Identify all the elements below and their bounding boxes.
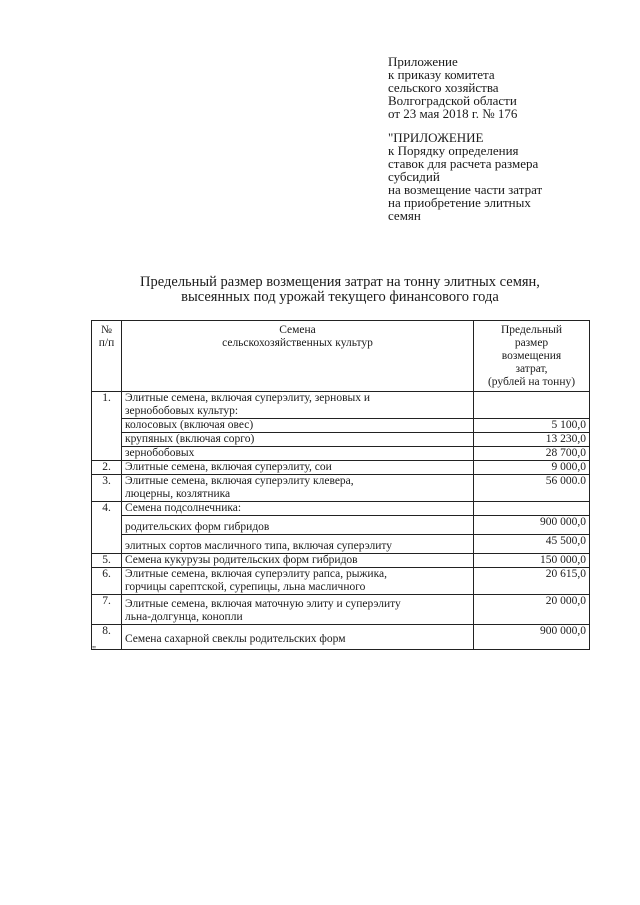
crop-line: горчицы сарептской, сурепицы, льна масличного [125, 581, 366, 593]
crop-line: зернобобовых культур: [125, 405, 239, 417]
row-num: 2. [92, 461, 122, 475]
row-num: 3. [92, 475, 122, 502]
row-crop: Семена подсолнечника: [122, 502, 474, 516]
row-crop: крупяных (включая сорго) [122, 433, 474, 447]
table-row [92, 433, 590, 447]
row-rate: 5 100,0 [474, 419, 590, 433]
row-num: 7. [92, 595, 122, 625]
table-row [92, 516, 590, 535]
row-rate: 9 000,0 [474, 461, 590, 475]
crop-line: люцерны, козлятника [125, 488, 231, 500]
row-num: 4. [92, 502, 122, 516]
row-rate: 20 000,0 [474, 595, 590, 625]
row-rate [474, 502, 590, 516]
appendix-header [388, 55, 517, 120]
row-rate: 900 000,0 [474, 625, 590, 650]
header-num-line: № [101, 324, 112, 336]
row-num [92, 419, 122, 433]
procedure-line: субсидий [388, 169, 440, 184]
table-row [92, 447, 590, 461]
table-row [92, 595, 590, 625]
header-rate-line: размер [514, 337, 549, 349]
procedure-line: ставок для расчета размера [388, 156, 539, 171]
row-num [92, 447, 122, 461]
row-num [92, 433, 122, 447]
table-row [92, 392, 590, 419]
header-rate-line: возмещения [501, 350, 562, 362]
appendix-line: от 23 мая 2018 г. № 176 [388, 106, 518, 121]
table-row [92, 554, 590, 568]
procedure-line: на приобретение элитных [388, 195, 531, 210]
table-header-row [92, 321, 590, 392]
table-row [92, 461, 590, 475]
row-num [92, 516, 122, 535]
row-crop [122, 595, 474, 625]
table-row [92, 419, 590, 433]
crop-line: Элитные семена, включая суперэлиту клевера, [125, 475, 354, 487]
header-num-line: п/п [98, 337, 115, 349]
header-crop-line: сельскохозяйственных культур [222, 337, 373, 349]
row-crop: родительских форм гибридов [122, 516, 474, 535]
header-rate-line: (рублей на тонну) [487, 376, 576, 388]
procedure-line: "ПРИЛОЖЕНИЕ [388, 130, 484, 145]
crop-line: Элитные семена, включая маточную элиту и суперэлиту [125, 598, 401, 610]
table-row [92, 568, 590, 595]
crop-line: льна-долгунца, конопли [125, 611, 243, 623]
row-num: 6. [92, 568, 122, 595]
header-rate [474, 321, 590, 392]
appendix-line: Приложение [388, 54, 458, 69]
table-row [92, 502, 590, 516]
crop-line: Элитные семена, включая суперэлиту рапса, рыжика, [125, 568, 387, 580]
row-crop: зернобобовых [122, 447, 474, 461]
appendix-line: Волгоградской области [388, 93, 517, 108]
row-crop: Семена сахарной свеклы родительских форм [122, 625, 474, 650]
crop-line: Элитные семена, включая суперэлиту, зерновых и [125, 392, 370, 404]
row-crop [122, 475, 474, 502]
procedure-line: к Порядку определения [388, 143, 519, 158]
row-rate: 28 700,0 [474, 447, 590, 461]
row-rate: 45 500,0 [474, 535, 590, 554]
row-rate: 13 230,0 [474, 433, 590, 447]
title-line: высеянных под урожай текущего финансового года [181, 289, 499, 305]
rates-table [91, 320, 590, 650]
table-row [92, 475, 590, 502]
row-crop: элитных сортов масличного типа, включая суперэлиту [122, 535, 474, 554]
procedure-line: на возмещение части затрат [388, 182, 543, 197]
table-row [92, 535, 590, 554]
row-rate: 20 615,0 [474, 568, 590, 595]
row-crop [122, 568, 474, 595]
row-crop [122, 392, 474, 419]
row-rate: 56 000.0 [474, 475, 590, 502]
header-rate-line: Предельный [501, 324, 562, 336]
row-num: 5. [92, 554, 122, 568]
row-crop: Семена кукурузы родительских форм гибридов [122, 554, 474, 568]
closing-quote-mark: " [92, 645, 97, 656]
row-rate [474, 392, 590, 419]
row-rate: 900 000,0 [474, 516, 590, 535]
header-num [92, 321, 122, 392]
appendix-line: сельского хозяйства [388, 80, 499, 95]
title-line: Предельный размер возмещения затрат на тонну элитных семян, [140, 274, 540, 290]
document-title [110, 275, 570, 305]
table-row [92, 625, 590, 650]
header-crop [122, 321, 474, 392]
row-num: 1. [92, 392, 122, 419]
row-rate: 150 000,0 [474, 554, 590, 568]
appendix-line: к приказу комитета [388, 67, 495, 82]
header-rate-line: затрат, [515, 363, 548, 375]
row-crop: Элитные семена, включая суперэлиту, сои [122, 461, 474, 475]
header-crop-line: Семена [279, 324, 316, 336]
row-crop: колосовых (включая овес) [122, 419, 474, 433]
procedure-line: семян [388, 208, 421, 223]
row-num: 8. [92, 625, 122, 650]
row-num [92, 535, 122, 554]
procedure-header [388, 131, 542, 222]
